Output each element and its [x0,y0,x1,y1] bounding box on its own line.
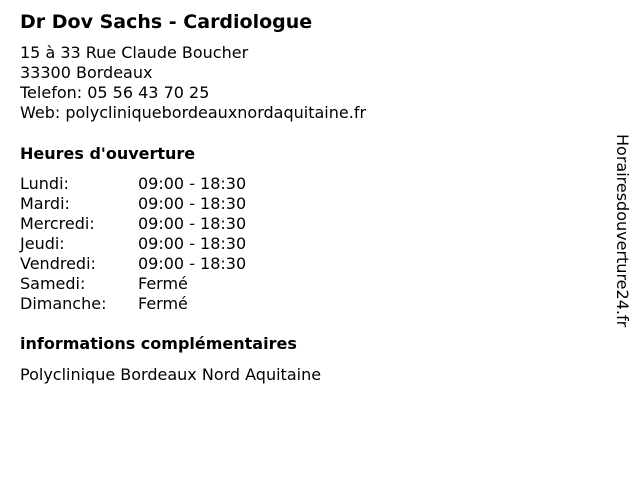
day-label: Vendredi: [20,254,96,273]
city-postcode: 33300 Bordeaux [20,63,153,82]
website-link[interactable]: Web: polycliniquebordeauxnordaquitaine.fr [20,103,367,122]
hours-value: 09:00 - 18:30 [138,254,247,273]
hours-value: 09:00 - 18:30 [138,194,247,213]
hours-row-thursday [20,234,246,254]
additional-info-heading: informations complémentaires [20,334,297,353]
day-label: Lundi: [20,174,69,193]
street-address: 15 à 33 Rue Claude Boucher [20,43,249,62]
additional-info-text: Polyclinique Bordeaux Nord Aquitaine [20,365,322,384]
hours-row-friday [20,254,246,274]
hours-row-sunday [20,294,246,314]
day-label: Samedi: [20,274,86,293]
hours-row-wednesday [20,214,246,234]
opening-hours-table [20,174,246,314]
hours-value: Fermé [138,294,188,313]
address-block [20,43,366,123]
hours-row-monday [20,174,246,194]
day-label: Mardi: [20,194,70,213]
hours-value: 09:00 - 18:30 [138,214,247,233]
hours-row-tuesday [20,194,246,214]
opening-hours-heading: Heures d'ouverture [20,144,196,163]
site-watermark: Horairesdouverture24.fr [613,134,632,328]
hours-value: 09:00 - 18:30 [138,234,247,253]
day-label: Jeudi: [20,234,65,253]
hours-row-saturday [20,274,246,294]
hours-value: 09:00 - 18:30 [138,174,247,193]
day-label: Mercredi: [20,214,95,233]
phone-number: Telefon: 05 56 43 70 25 [20,83,210,102]
hours-value: Fermé [138,274,188,293]
page-title: Dr Dov Sachs - Cardiologue [20,11,313,33]
day-label: Dimanche: [20,294,107,313]
